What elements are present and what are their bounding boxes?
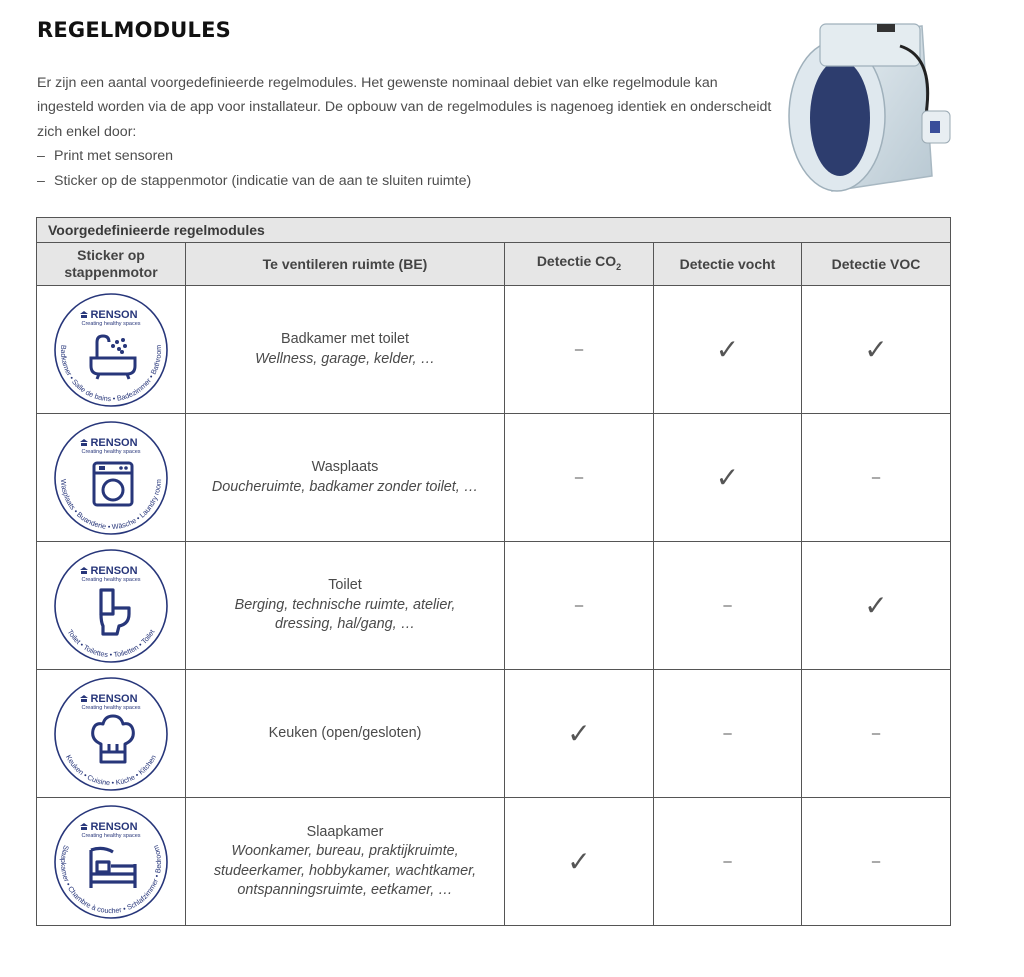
room-cell — [186, 798, 505, 926]
sticker-brand: RENSON — [90, 436, 138, 449]
sticker-cell — [37, 286, 186, 414]
room-name: Slaapkamer — [306, 823, 384, 840]
header-sticker-line1: Sticker op — [77, 247, 145, 263]
dash-vocht: – — [654, 798, 802, 926]
header-sticker-line2: stappenmotor — [64, 264, 158, 280]
room-alternatives: Berging, technische ruimte, atelier, dressing, hal/gang, … — [234, 596, 456, 633]
sticker-ring-text: Slaapkamer • Chambre à coucher • Schlafzimmer • Bedroom — [58, 843, 164, 915]
check-icon-co2: ✓ — [505, 670, 654, 798]
regelmodules-table — [36, 217, 951, 926]
sticker-toilet — [52, 547, 170, 665]
room-name: Badkamer met toilet — [281, 331, 409, 347]
intro-bullets — [37, 144, 777, 193]
header-room: Te ventileren ruimte (BE) — [186, 243, 505, 286]
check-icon-vocht: ✓ — [654, 414, 802, 542]
table-row — [37, 414, 951, 542]
table-row — [37, 542, 951, 670]
sticker-tagline: Creating healthy spaces — [81, 448, 141, 455]
sticker-ring-text: Wasplaats • Buanderie • Wäsche • Laundry room — [58, 478, 164, 531]
sticker-chef-hat — [52, 675, 170, 793]
bullet-item: – Sticker op de stappenmotor (indicatie van de aan te sluiten ruimte) — [37, 169, 777, 193]
room-name: Wasplaats — [311, 459, 379, 475]
check-icon-voc: ✓ — [802, 286, 951, 414]
room-alternatives: Woonkamer, bureau, praktijkruimte, studeerkamer, hobbykamer, wachtkamer, ontspanningsruimte, eetkamer, … — [213, 843, 477, 898]
room-name: Keuken (open/gesloten) — [268, 724, 422, 741]
sticker-ring-text: Badkamer • Salle de bains • Badezimmer • Bathroom — [58, 344, 164, 403]
room-alternatives: Wellness, garage, kelder, … — [255, 350, 435, 367]
sticker-cell — [37, 414, 186, 542]
header-co2-prefix: Detectie CO — [536, 252, 617, 269]
dash-co2: – — [505, 542, 654, 670]
dash-vocht: – — [654, 670, 802, 798]
room-cell — [186, 670, 505, 798]
dash-voc: – — [802, 798, 951, 926]
sticker-tagline: Creating healthy spaces — [81, 576, 141, 583]
header-co2 — [505, 243, 654, 286]
table-row — [37, 286, 951, 414]
header-voc: Detectie VOC — [802, 243, 951, 286]
sticker-brand: RENSON — [90, 308, 138, 321]
dash-voc: – — [802, 414, 951, 542]
intro-paragraph: Er zijn een aantal voorgedefinieerde regelmodules. Het gewenste nominaal debiet van elke regelmodule kan ingesteld worden via de app voor installateur. De opbouw van de regelmodules is nagenoeg identiek en onderscheidt zich enkel door: — [37, 75, 772, 140]
dash-co2: – — [505, 414, 654, 542]
header-sticker — [37, 243, 186, 286]
check-icon-voc: ✓ — [802, 542, 951, 670]
sticker-tagline: Creating healthy spaces — [81, 832, 141, 839]
header-vocht: Detectie vocht — [654, 243, 802, 286]
regelmodule-product-image — [782, 16, 958, 196]
sticker-cell — [37, 670, 186, 798]
sticker-ring-text: Toilet • Toilettes • Toiletten • Toilet — [65, 627, 157, 659]
table-caption: Voorgedefinieerde regelmodules — [37, 218, 951, 243]
sticker-cell — [37, 542, 186, 670]
dash-vocht: – — [654, 542, 802, 670]
table-row — [37, 670, 951, 798]
room-alternatives: Doucheruimte, badkamer zonder toilet, … — [211, 478, 479, 495]
sticker-washing-machine — [52, 419, 170, 537]
room-cell — [186, 414, 505, 542]
dash-co2: – — [505, 286, 654, 414]
sticker-bathtub — [52, 291, 170, 409]
sticker-cell — [37, 798, 186, 926]
page-title: REGELMODULES — [37, 18, 231, 42]
sticker-brand: RENSON — [90, 820, 138, 833]
header-co2-sub: 2 — [616, 261, 622, 272]
sticker-ring-text: Keuken • Cuisine • Küche • Kitchen — [64, 752, 158, 787]
check-icon-vocht: ✓ — [654, 286, 802, 414]
sticker-brand: RENSON — [90, 692, 138, 705]
table-row — [37, 798, 951, 926]
room-cell — [186, 542, 505, 670]
sticker-tagline: Creating healthy spaces — [81, 704, 141, 711]
check-icon-co2: ✓ — [505, 798, 654, 926]
sticker-tagline: Creating healthy spaces — [81, 320, 141, 327]
table-header-row — [37, 243, 951, 286]
intro-text — [37, 71, 777, 193]
room-name: Toilet — [328, 577, 362, 594]
dash-voc: – — [802, 670, 951, 798]
sticker-brand: RENSON — [90, 564, 138, 577]
sticker-bed — [52, 803, 170, 921]
room-cell — [186, 286, 505, 414]
bullet-item: – Print met sensoren — [37, 144, 777, 168]
